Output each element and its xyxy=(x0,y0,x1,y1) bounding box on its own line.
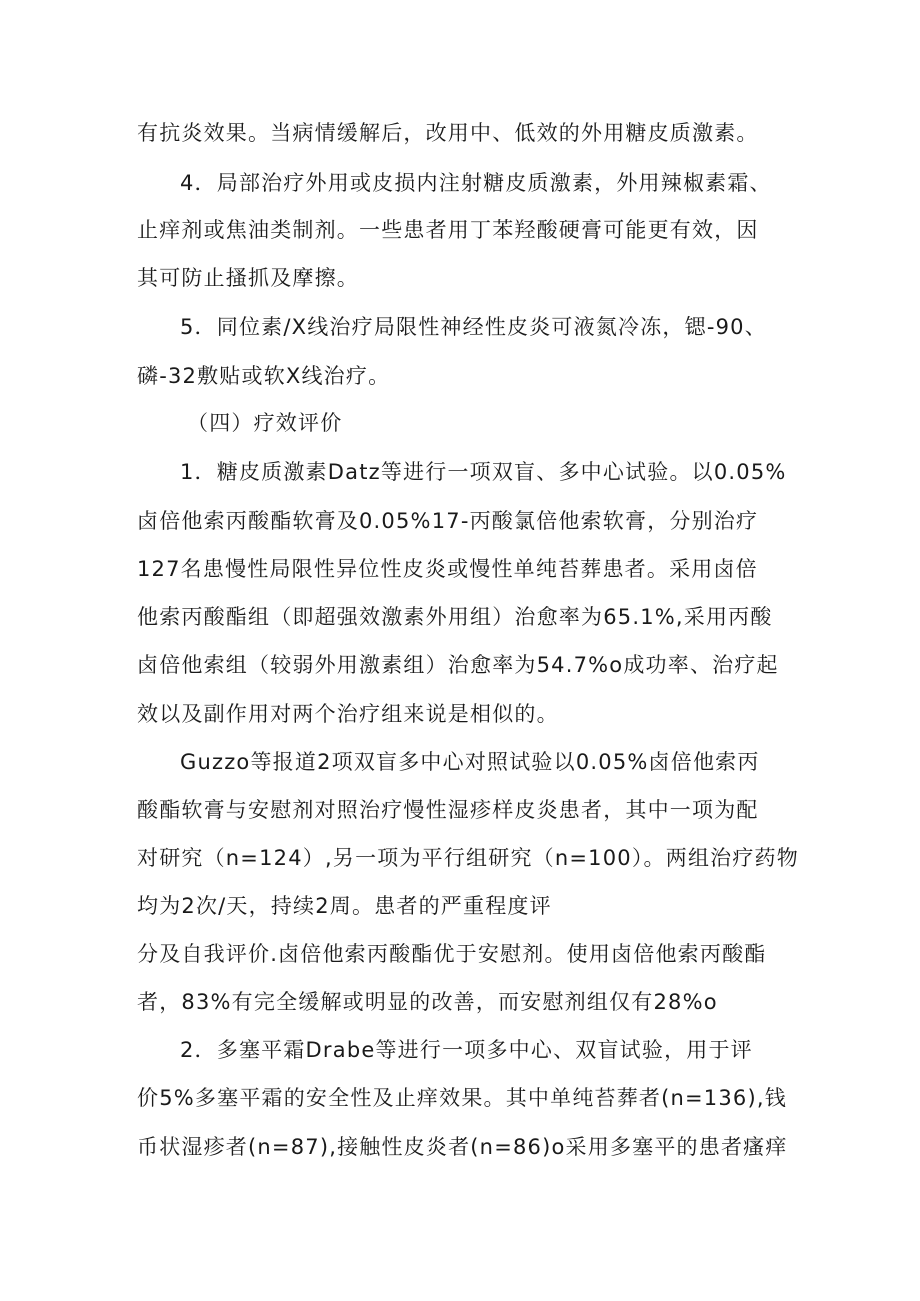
text-line-12: 卤倍他索组（较弱外用激素组）治愈率为54.7%o成功率、治疗起 xyxy=(137,653,779,677)
text-line-19: 者，83%有完全缓解或明显的改善，而安慰剂组仅有28%o xyxy=(137,990,718,1014)
text-line-1: 有抗炎效果。当病情缓解后，改用中、低效的外用糖皮质激素。 xyxy=(137,121,759,145)
text-line-21: 价5%多塞平霜的安全性及止痒效果。其中单纯苔葬者(n=136),钱 xyxy=(137,1086,787,1110)
text-line-5: 5．同位素/X线治疗局限性神经性皮炎可液氮冷冻，锶-90、 xyxy=(180,315,767,339)
text-line-6: 磷-32敷贴或软X线治疗。 xyxy=(137,364,391,388)
section-heading: （四）疗效评价 xyxy=(187,411,343,435)
text-line-3: 止痒剂或焦油类制剂。一些患者用丁苯羟酸硬膏可能更有效，因 xyxy=(137,218,759,242)
text-line-22: 币状湿疹者(n=87),接触性皮炎者(n=86)o采用多塞平的患者瘙痒 xyxy=(137,1135,788,1159)
text-line-9: 卤倍他索丙酸酯软膏及0.05%17-丙酸氯倍他索软膏，分别治疗 xyxy=(137,509,759,533)
text-line-13: 效以及副作用对两个治疗组来说是相似的。 xyxy=(137,702,559,726)
text-line-4: 其可防止搔抓及摩擦。 xyxy=(137,266,359,290)
text-line-16: 对研究（n=124）,另一项为平行组研究（n=100）。两组治疗药物 xyxy=(137,846,799,870)
text-line-14: Guzzo等报道2项双盲多中心对照试验以0.05%卤倍他索丙 xyxy=(180,750,760,774)
text-line-10: 127名患慢性局限性异位性皮炎或慢性单纯苔葬患者。采用卤倍 xyxy=(137,557,758,581)
text-line-17: 均为2次/天，持续2周。患者的严重程度评 xyxy=(137,894,552,918)
text-line-18: 分及自我评价.卤倍他索丙酸酯优于安慰剂。使用卤倍他索丙酸酯 xyxy=(137,942,767,966)
text-line-11: 他索丙酸酯组（即超强效激素外用组）治愈率为65.1%,采用丙酸 xyxy=(137,605,773,629)
text-line-2: 4．局部治疗外用或皮损内注射糖皮质激素，外用辣椒素霜、 xyxy=(180,171,772,195)
text-line-8: 1．糖皮质激素Datz等进行一项双盲、多中心试验。以0.05% xyxy=(180,460,787,484)
text-line-15: 酸酯软膏与安慰剂对照治疗慢性湿疹样皮炎患者，其中一项为配 xyxy=(137,798,759,822)
text-line-20: 2．多塞平霜Drabe等进行一项多中心、双盲试验，用于评 xyxy=(180,1038,753,1062)
